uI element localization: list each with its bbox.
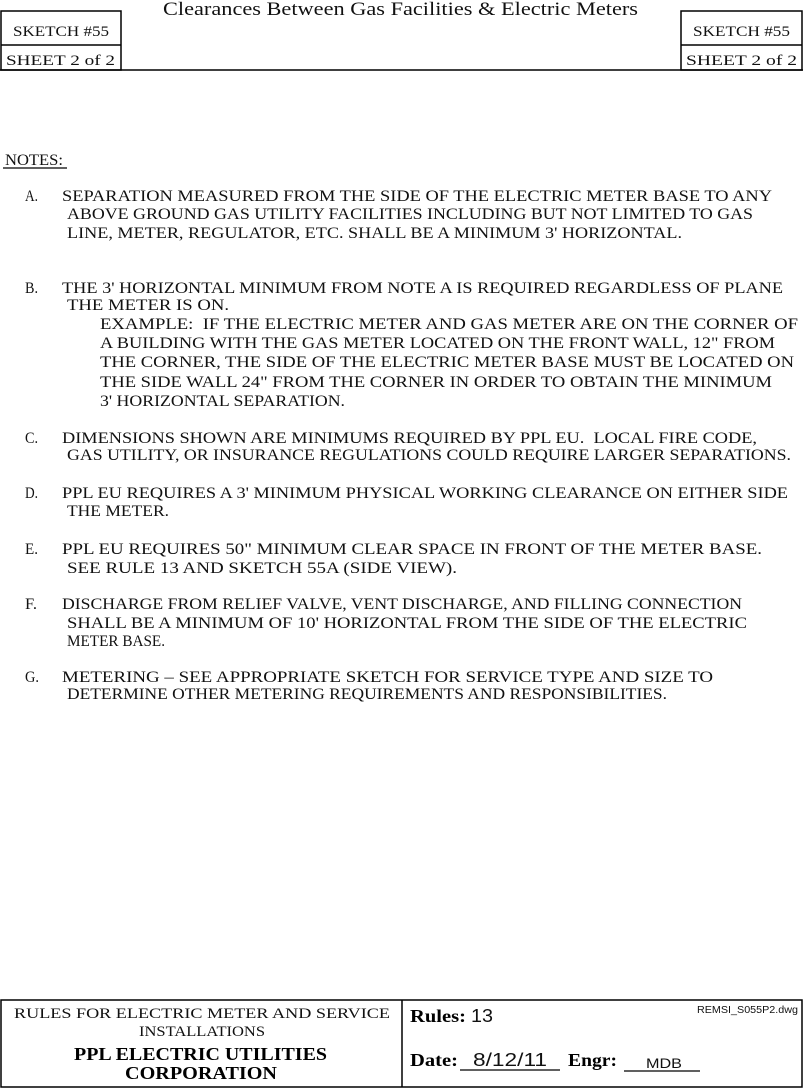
note-example-line: EXAMPLE: IF THE ELECTRIC METER AND GAS METER ARE ON THE CORNER OF xyxy=(100,316,799,333)
note-letter: A. xyxy=(25,188,38,205)
note-line: SEE RULE 13 AND SKETCH 55A (SIDE VIEW). xyxy=(67,560,457,577)
note-line: DIMENSIONS SHOWN ARE MINIMUMS REQUIRED BY PPL EU. LOCAL FIRE CODE, xyxy=(62,430,757,447)
note-line: SEPARATION MEASURED FROM THE SIDE OF THE ELECTRIC METER BASE TO ANY xyxy=(62,188,773,205)
note-line: PPL EU REQUIRES A 3' MINIMUM PHYSICAL WORKING CLEARANCE ON EITHER SIDE xyxy=(62,485,788,502)
note-g xyxy=(25,669,713,703)
note-line: THE METER IS ON. xyxy=(67,297,229,314)
note-example-line: THE SIDE WALL 24" FROM THE CORNER IN ORDER TO OBTAIN THE MINIMUM xyxy=(100,374,772,391)
right-sketch-number: SKETCH #55 xyxy=(693,24,790,40)
note-line: PPL EU REQUIRES 50" MINIMUM CLEAR SPACE IN FRONT OF THE METER BASE. xyxy=(62,541,762,558)
left-sheet-number: SHEET 2 of 2 xyxy=(6,53,115,69)
note-line: LINE, METER, REGULATOR, ETC. SHALL BE A MINIMUM 3' HORIZONTAL. xyxy=(67,225,682,242)
note-c xyxy=(25,430,791,464)
note-line: SHALL BE A MINIMUM OF 10' HORIZONTAL FROM THE SIDE OF THE ELECTRIC xyxy=(67,615,747,632)
note-letter: E. xyxy=(25,541,38,558)
note-letter: D. xyxy=(25,485,38,502)
company-name-line-2: CORPORATION xyxy=(125,1063,277,1083)
note-letter: C. xyxy=(25,430,38,447)
note-line: THE 3' HORIZONTAL MINIMUM FROM NOTE A IS REQUIRED REGARDLESS OF PLANE xyxy=(62,280,783,297)
note-line: GAS UTILITY, OR INSURANCE REGULATIONS COULD REQUIRE LARGER SEPARATIONS. xyxy=(67,447,791,464)
note-line: ABOVE GROUND GAS UTILITY FACILITIES INCLUDING BUT NOT LIMITED TO GAS xyxy=(67,206,753,223)
note-line: THE METER. xyxy=(67,503,169,520)
note-letter: G. xyxy=(25,669,39,686)
note-letter: F. xyxy=(25,596,37,613)
note-line: METER BASE. xyxy=(67,633,165,650)
date-label: Date: xyxy=(410,1050,458,1070)
note-example-line: 3' HORIZONTAL SEPARATION. xyxy=(100,393,345,410)
rules-title-line-1: RULES FOR ELECTRIC METER AND SERVICE xyxy=(14,1006,390,1022)
left-sketch-number: SKETCH #55 xyxy=(13,24,109,40)
engineer-label: Engr: xyxy=(568,1050,617,1070)
rules-title-line-2: INSTALLATIONS xyxy=(139,1024,265,1040)
notes-heading: NOTES: xyxy=(5,152,63,169)
note-a xyxy=(25,188,773,242)
rules-label: Rules: xyxy=(410,1006,466,1026)
company-name-line-1: PPL ELECTRIC UTILITIES xyxy=(74,1044,327,1064)
sheet-title: Clearances Between Gas Facilities & Electric Meters xyxy=(163,0,638,20)
engineer-value: MDB xyxy=(646,1055,682,1071)
note-line: METERING – SEE APPROPRIATE SKETCH FOR SERVICE TYPE AND SIZE TO xyxy=(62,669,713,686)
rules-value: 13 xyxy=(471,1006,493,1026)
note-example-line: A BUILDING WITH THE GAS METER LOCATED ON THE FRONT WALL, 12" FROM xyxy=(100,335,775,352)
note-line: DISCHARGE FROM RELIEF VALVE, VENT DISCHARGE, AND FILLING CONNECTION xyxy=(62,596,743,613)
right-sheet-number: SHEET 2 of 2 xyxy=(686,53,797,69)
note-example-line: THE CORNER, THE SIDE OF THE ELECTRIC METER BASE MUST BE LOCATED ON xyxy=(100,354,795,371)
drawing-file-name: REMSI_S055P2.dwg xyxy=(697,1005,798,1016)
date-value: 8/12/11 xyxy=(473,1050,547,1070)
note-line: DETERMINE OTHER METERING REQUIREMENTS AND RESPONSIBILITIES. xyxy=(67,686,667,703)
note-letter: B. xyxy=(25,280,38,297)
